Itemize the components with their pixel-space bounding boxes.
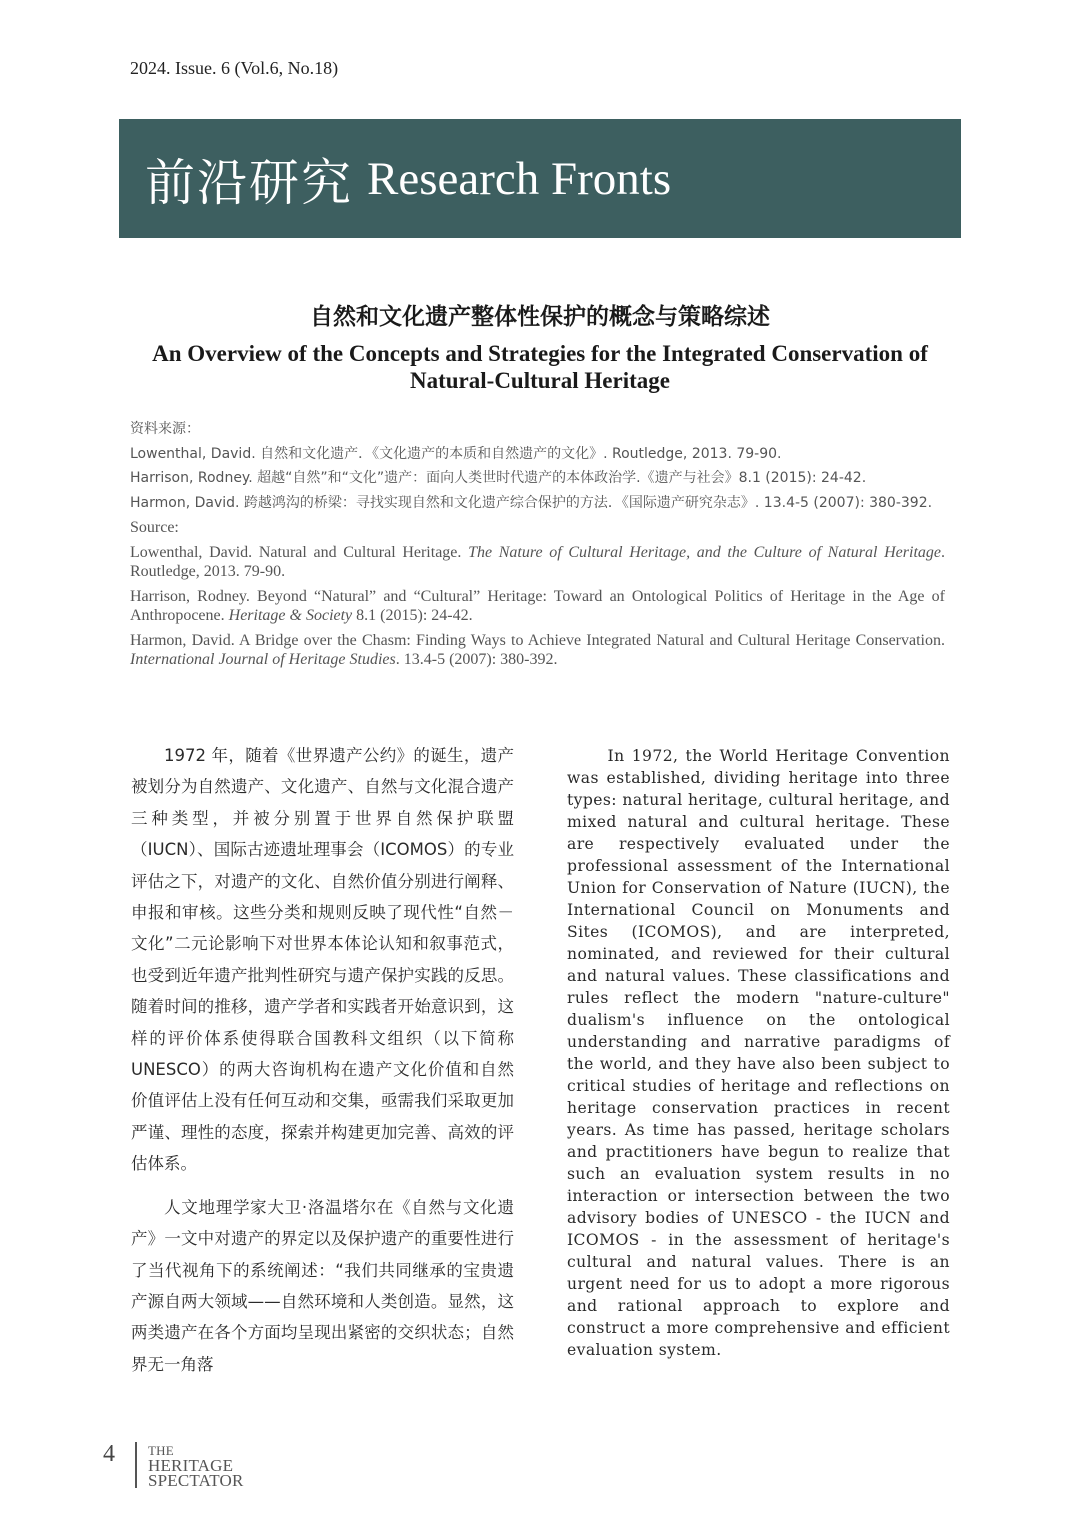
footer-divider (135, 1442, 137, 1488)
article-title-en: An Overview of the Concepts and Strategies for the Integrated Conservation of Natural-Cultural Heritage (152, 341, 928, 393)
page-number: 4 (103, 1441, 115, 1467)
source-ref-zh: Harmon, David. 跨越鸿沟的桥梁：寻找实现自然和文化遗产综合保护的方法．《国际遗产研究杂志》. 13.4-5 (2007): 380-392. (130, 494, 933, 511)
logo-line: SPECTATOR (148, 1471, 244, 1490)
source-ref-en: Harrison, Rodney. Beyond “Natural” and “Cultural” Heritage: Toward an Ontological Politics of Heritage in the Age of Anthropocene. Heritage & Society 8.1 (2015): 24-42. (130, 587, 945, 624)
body-text-zh (131, 740, 514, 1392)
source-ref-en: Lowenthal, David. Natural and Cultural Heritage. The Nature of Cultural Heritage, and the Culture of Natural Heritage. Routledge, 2013. 79-90. (130, 543, 945, 580)
sources-label-zh: 资料来源： (130, 421, 200, 437)
logo-line: THE (148, 1443, 174, 1458)
paragraph-zh: 人文地理学家大卫·洛温塔尔在《自然与文化遗产》一文中对遗产的界定以及保护遗产的重要性进行了当代视角下的系统阐述：“我们共同继承的宝贵遗产源自两大领域——自然环境和人类创造。显然，这两类遗产在各个方面均呈现出紧密的交织状态；自然界无一角落 (131, 1197, 514, 1374)
logo-line: HERITAGE (148, 1456, 234, 1475)
source-ref-en: Harmon, David. A Bridge over the Chasm: Finding Ways to Achieve Integrated Natural and Cultural Heritage Conservation. International Journal of Heritage Studies. 13.4-5 (2007): 380-392. (130, 631, 945, 668)
paragraph-en: In 1972, the World Heritage Convention was established, dividing heritage into three types: natural heritage, cultural heritage, and mixed natural and cultural heritage. These are respectively evaluated under the professional assessment of the International Union for Conservation of Nature (IUCN), the International Council on Monuments and Sites (ICOMOS), and are interpreted, nominated, and reviewed for their cultural and natural values. These classifications and rules reflect the modern "nature-culture" dualism's influence on the ontological understanding and narrative paradigms of the world, and they have also been subject to critical studies of heritage and reflections on heritage conservation practices in recent years. As time has passed, heritage scholars and practitioners have begun to realize that such an evaluation system results in no interaction or intersection between the two advisory bodies of UNESCO - the IUCN and ICOMOS - in the assessment of heritage's cultural and natural values. There is an urgent need for us to adopt a more rigorous and rational approach to explore and construct a more comprehensive and efficient evaluation system. (567, 747, 950, 1359)
body-text-en (567, 745, 950, 1361)
issue-info: 2024. Issue. 6 (Vol.6, No.18) (130, 58, 339, 78)
section-title-en: Research Fronts (367, 152, 672, 205)
source-ref-zh: Harrison, Rodney. 超越“自然”和“文化”遗产：面向人类世时代遗产的本体政治学.《遗产与社会》8.1 (2015): 24-42. (130, 470, 867, 486)
source-ref-zh: Lowenthal, David. 自然和文化遗产．《文化遗产的本质和自然遗产的文化》. Routledge, 2013. 79-90. (130, 445, 782, 462)
journal-logo (148, 1443, 244, 1488)
article-title-zh: 自然和文化遗产整体性保护的概念与策略综述 (310, 304, 770, 330)
section-title-zh: 前沿研究 (145, 153, 353, 212)
sources-block (130, 420, 945, 675)
sources-label-en: Source: (130, 519, 179, 536)
section-banner (119, 119, 961, 238)
paragraph-zh: 1972 年，随着《世界遗产公约》的诞生，遗产被划分为自然遗产、文化遗产、自然与文化混合遗产三种类型，并被分别置于世界自然保护联盟（IUCN）、国际古迹遗址理事会（ICOMOS）的专业评估之下，对遗产的文化、自然价值分别进行阐释、申报和审核。这些分类和规则反映了现代性“自然－文化”二元论影响下对世界本体论认知和叙事范式，也受到近年遗产批判性研究与遗产保护实践的反思。随着时间的推移，遗产学者和实践者开始意识到，这样的评价体系使得联合国教科文组织（以下简称 UNESCO）的两大咨询机构在遗产文化价值和自然价值评估上没有任何互动和交集，亟需我们采取更加严谨、理性的态度，探索并构建更加完善、高效的评估体系。 (131, 746, 514, 1174)
